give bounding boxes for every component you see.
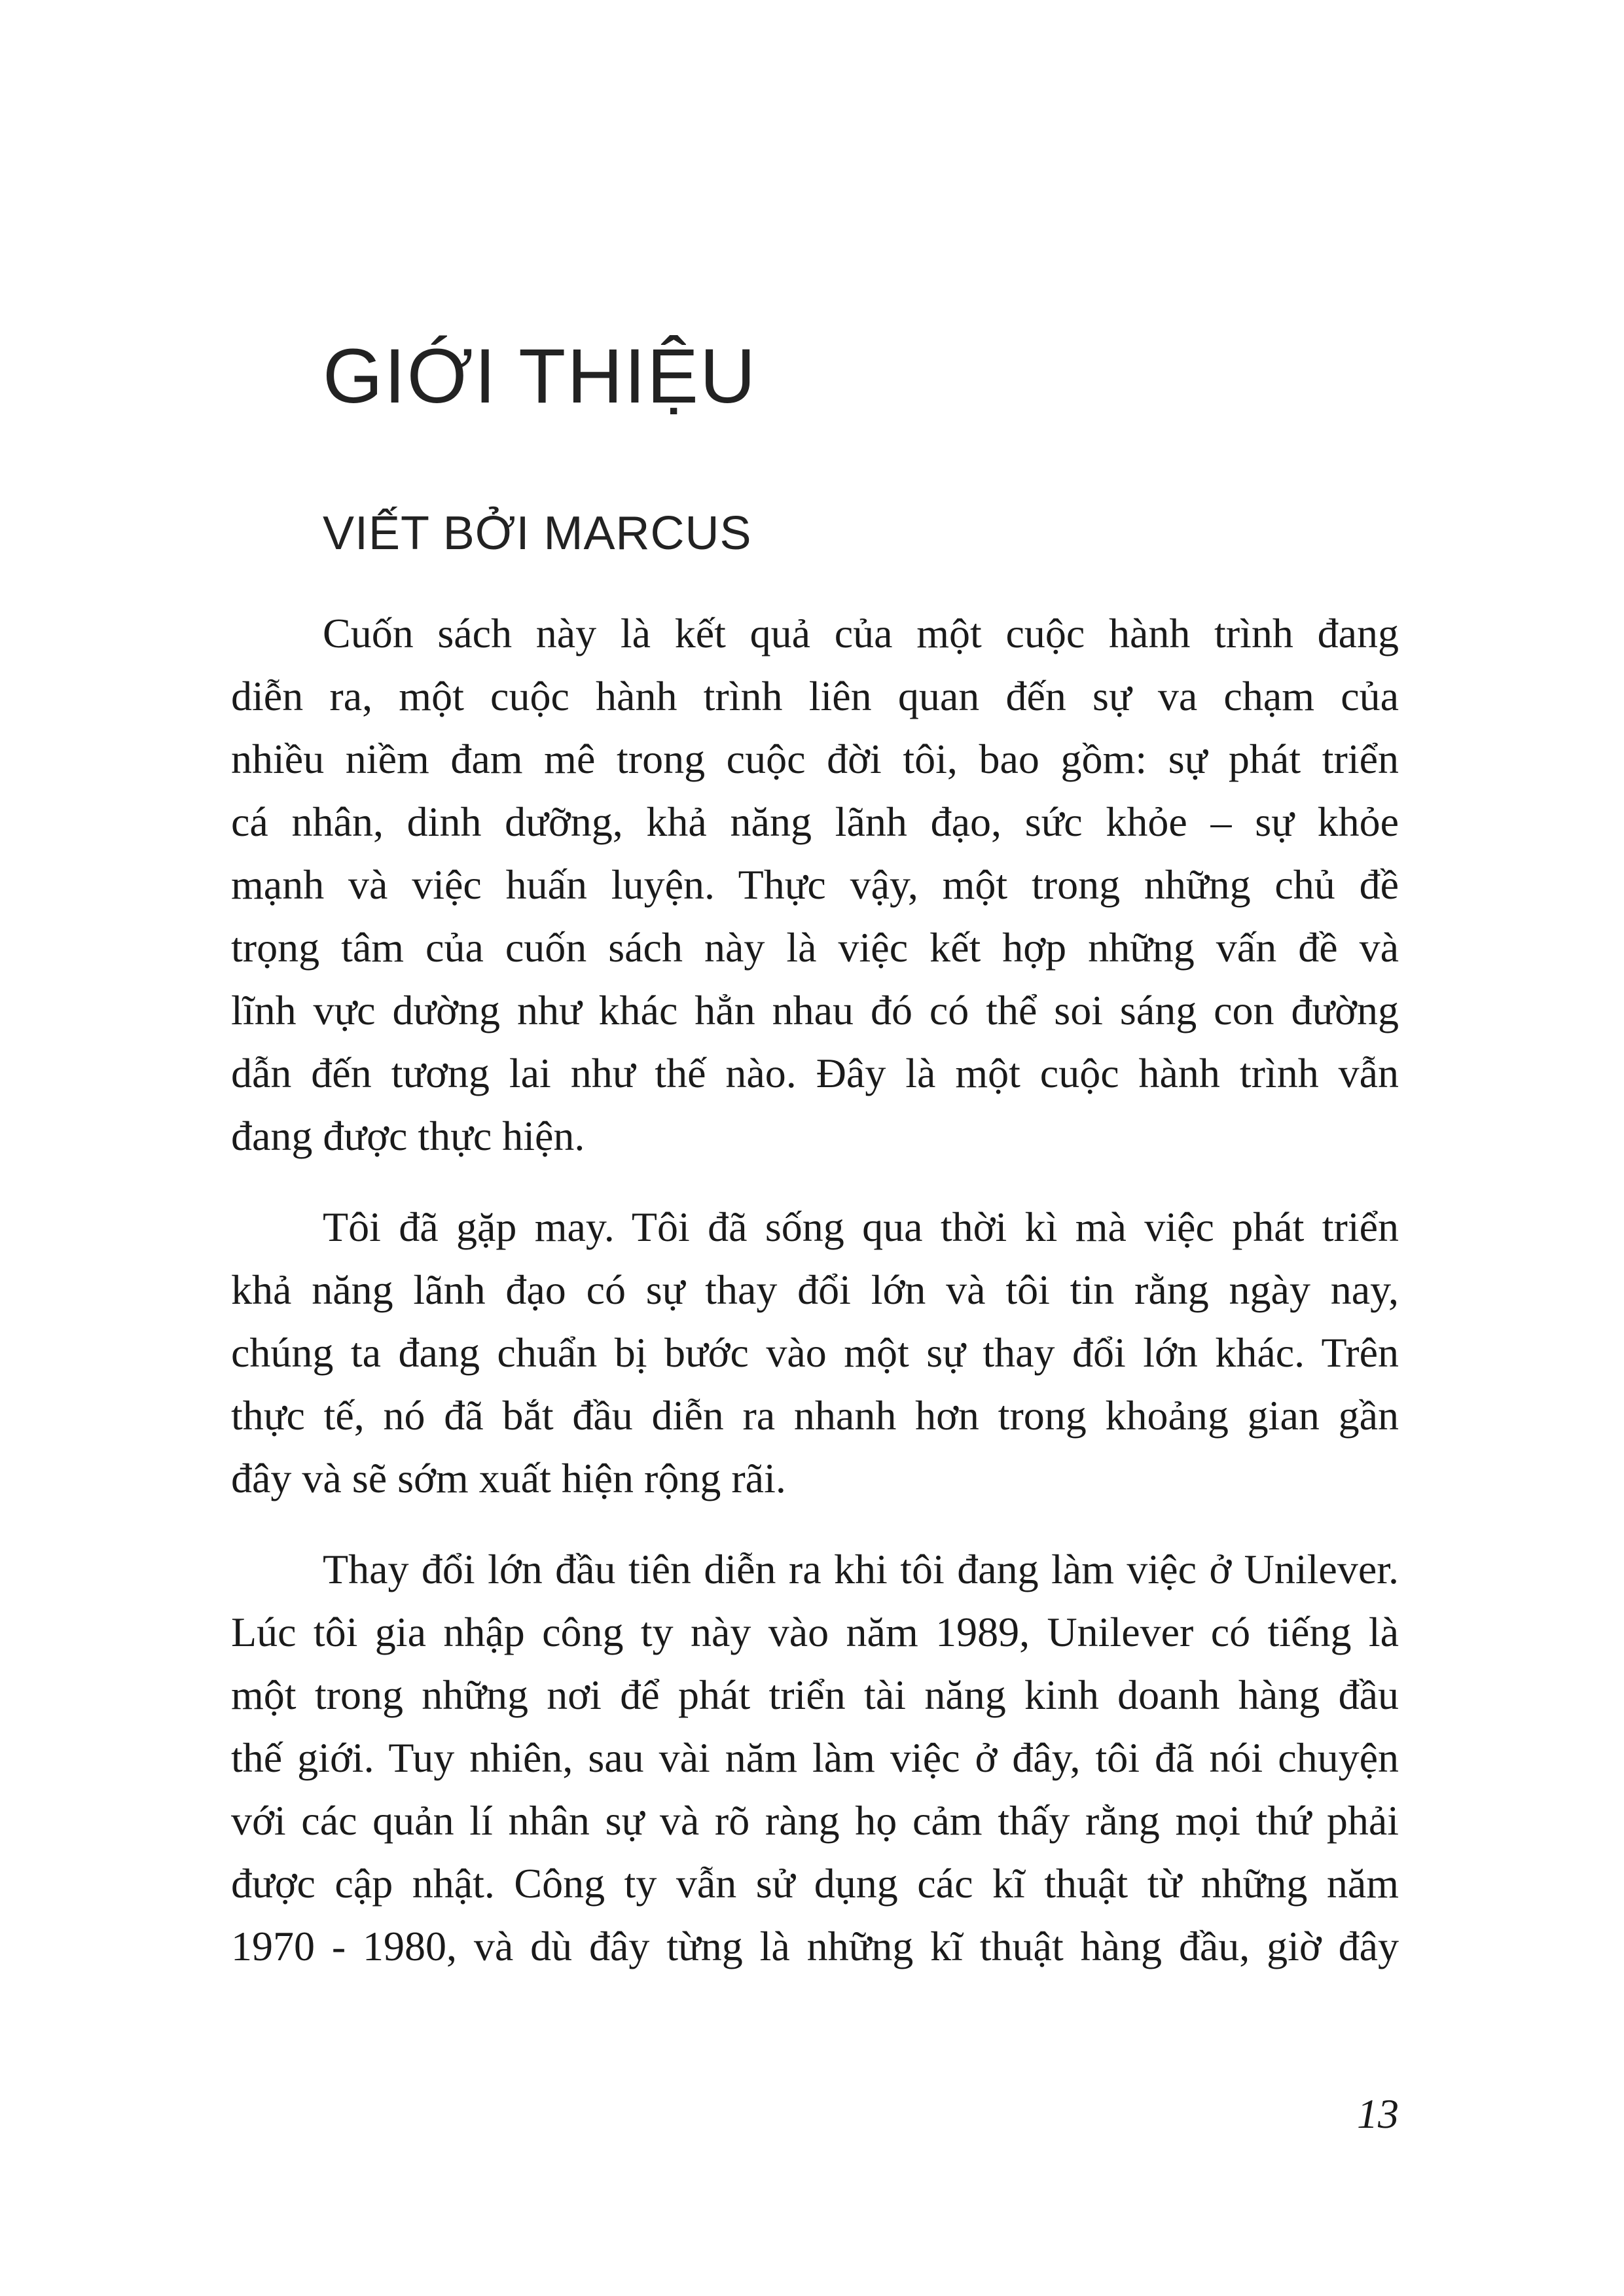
text-line: Cuốn sách này là kết quả của một cuộc hành trình đang [323,610,1399,656]
text-line: khả năng lãnh đạo có sự thay đổi lớn và tôi tin rằng ngày nay, [231,1266,1399,1313]
text-line: thế giới. Tuy nhiên, sau vài năm làm việc ở đây, tôi đã nói chuyện [231,1734,1399,1781]
page-number: 13 [1357,2090,1399,2137]
text-line: lĩnh vực dường như khác hẳn nhau đó có thể soi sáng con đường [231,987,1399,1033]
text-line: một trong những nơi để phát triển tài năng kinh doanh hàng đầu [231,1672,1399,1718]
text-line: đây và sẽ sớm xuất hiện rộng rãi. [231,1455,786,1501]
text-line: được cập nhật. Công ty vẫn sử dụng các kĩ thuật từ những năm [231,1860,1399,1907]
text-line: diễn ra, một cuộc hành trình liên quan đến sự va chạm của [231,673,1399,719]
text-line: 1970 - 1980, và dù đây từng là những kĩ thuật hàng đầu, giờ đây [231,1923,1399,1969]
text-line: Lúc tôi gia nhập công ty này vào năm 1989, Unilever có tiếng là [231,1609,1399,1655]
text-line: trọng tâm của cuốn sách này là việc kết hợp những vấn đề và [231,924,1399,971]
text-line: dẫn đến tương lai như thế nào. Đây là một cuộc hành trình vẫn [231,1050,1399,1096]
text-line: nhiều niềm đam mê trong cuộc đời tôi, bao gồm: sự phát triển [231,736,1399,782]
text-line: mạnh và việc huấn luyện. Thực vậy, một trong những chủ đề [231,861,1399,908]
chapter-title: GIỚI THIỆU [323,333,757,420]
body-text [231,602,1399,2006]
text-line: cá nhân, dinh dưỡng, khả năng lãnh đạo, sức khỏe – sự khỏe [231,798,1399,845]
paragraph [231,1538,1399,1978]
text-line: Tôi đã gặp may. Tôi đã sống qua thời kì mà việc phát triển [323,1204,1399,1250]
text-line: với các quản lí nhân sự và rõ ràng họ cảm thấy rằng mọi thứ phải [231,1797,1399,1844]
text-line: đang được thực hiện. [231,1113,585,1159]
text-line: Thay đổi lớn đầu tiên diễn ra khi tôi đang làm việc ở Unilever. [323,1546,1399,1592]
text-line: chúng ta đang chuẩn bị bước vào một sự thay đổi lớn khác. Trên [231,1329,1399,1376]
chapter-subtitle: VIẾT BỞI MARCUS [323,507,752,560]
text-line: thực tế, nó đã bắt đầu diễn ra nhanh hơn trong khoảng gian gần [231,1392,1399,1439]
paragraph [231,1196,1399,1510]
paragraph [231,602,1399,1168]
